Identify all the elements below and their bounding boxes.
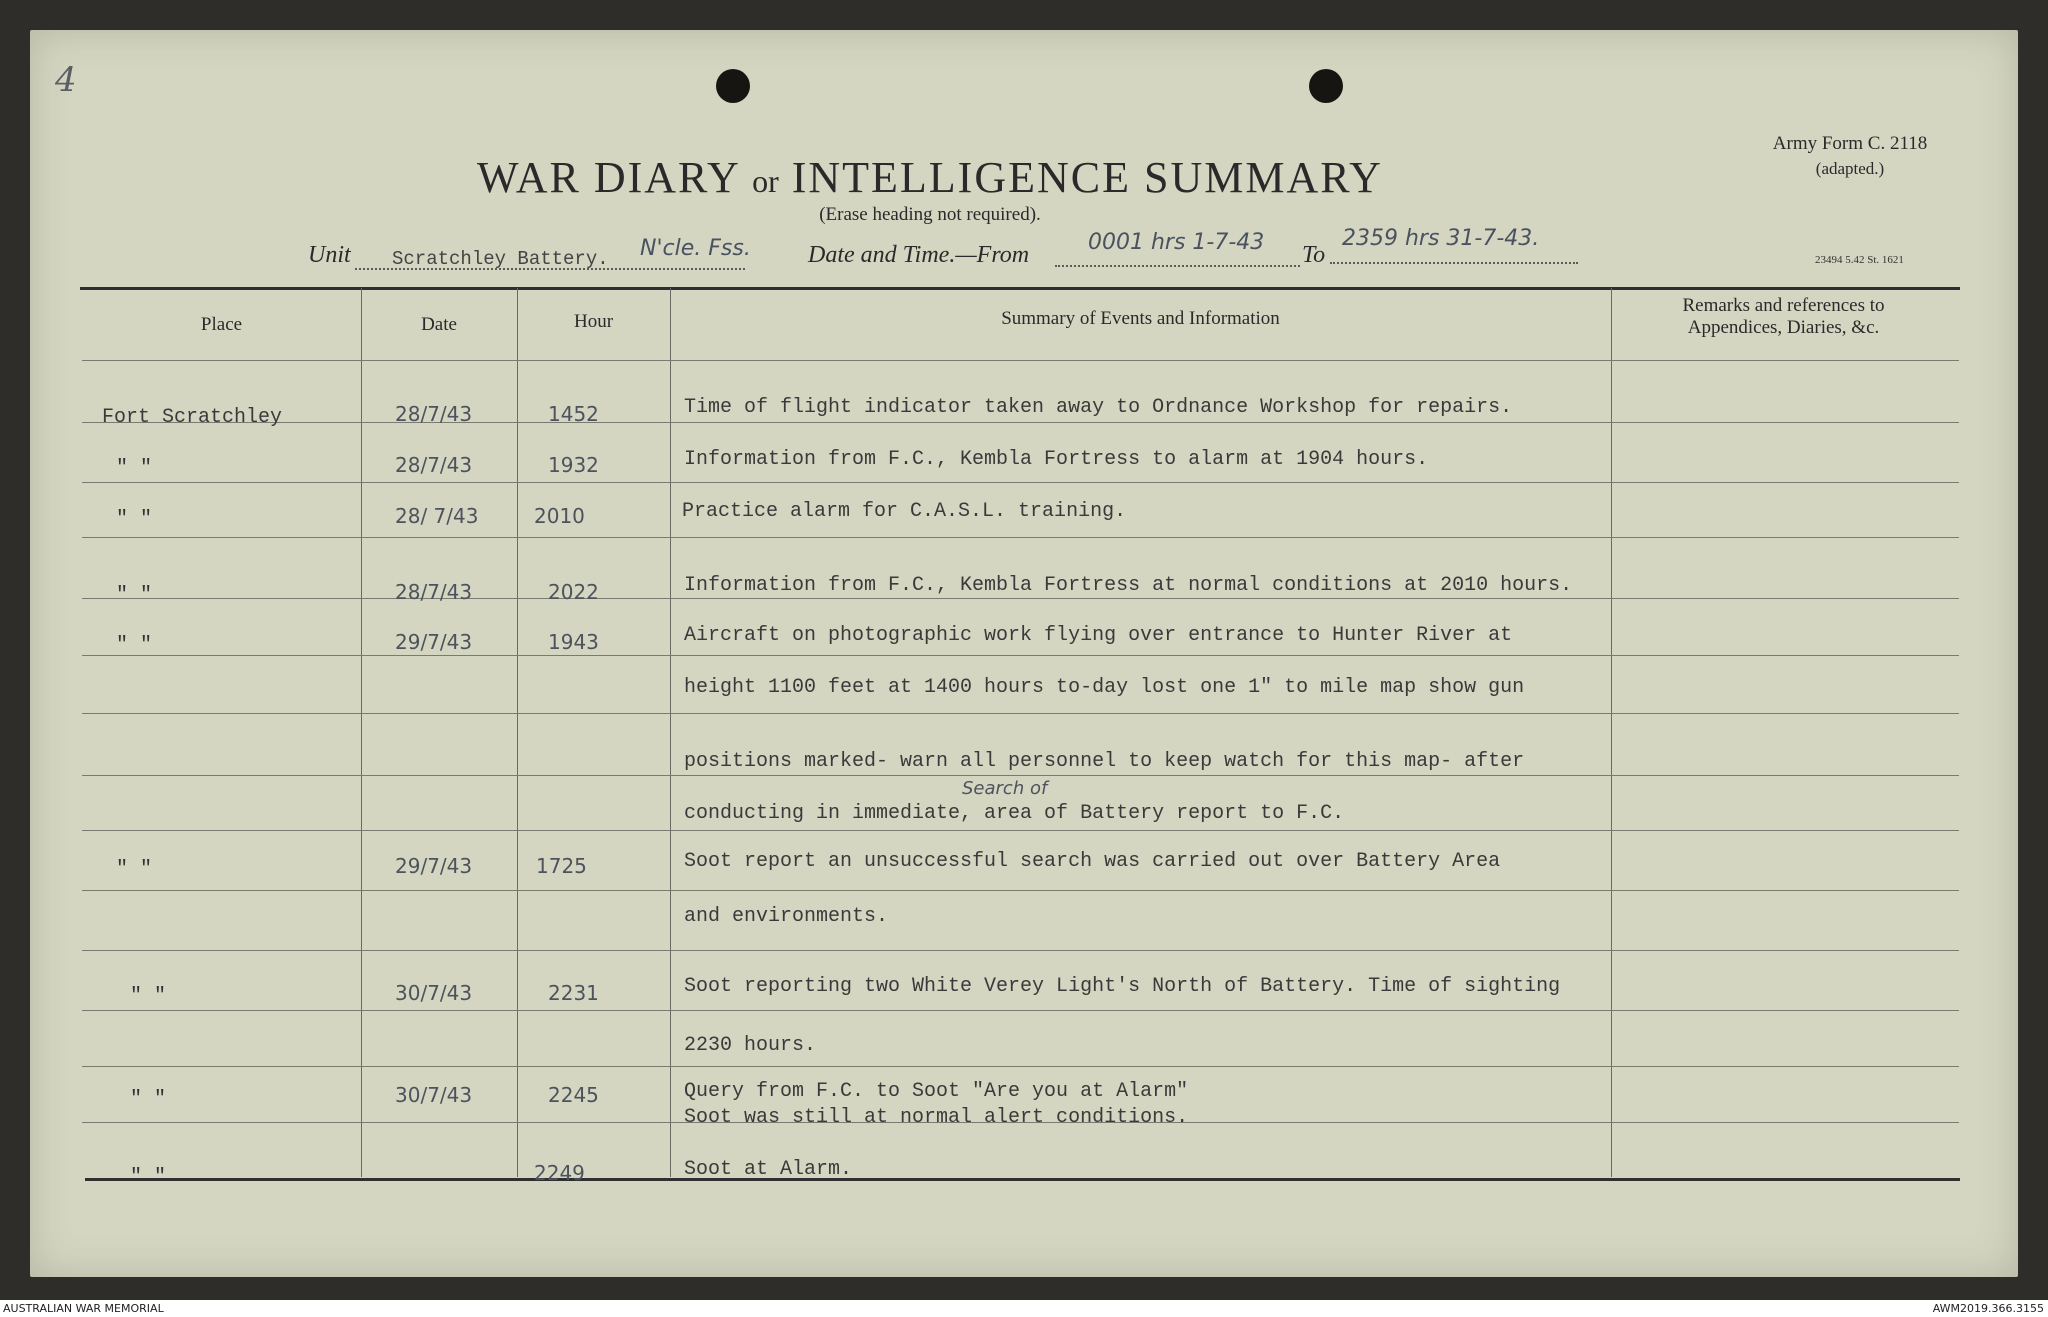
row-rule	[82, 713, 1959, 714]
summary-cell: height 1100 feet at 1400 hours to-day lost one 1" to mile map show gun	[684, 676, 1525, 699]
place-cell: Fort Scratchley	[102, 406, 283, 429]
table-bottom-rule	[85, 1178, 1960, 1181]
header-row-rule	[82, 360, 1959, 361]
ditto-mark: " "	[130, 985, 167, 1008]
army-form-adapted: (adapted.)	[1815, 159, 1885, 178]
hour-cell: 1932	[548, 453, 599, 477]
hour-cell: 2245	[548, 1083, 599, 1107]
column-header-hour: Hour	[573, 311, 614, 332]
summary-cell: Information from F.C., Kembla Fortress to alarm at 1904 hours.	[684, 448, 1429, 471]
date-cell: 28/7/43	[395, 453, 473, 477]
row-rule	[82, 775, 1959, 776]
summary-cell: Soot at Alarm.	[684, 1158, 853, 1181]
archive-footer	[0, 1300, 2048, 1317]
summary-cell: Soot report an unsuccessful search was carried out over Battery Area	[684, 850, 1501, 873]
column-header-place: Place	[200, 314, 243, 335]
summary-cell: positions marked- warn all personnel to keep watch for this map- after	[684, 750, 1525, 773]
hour-cell: 1452	[548, 402, 599, 426]
row-rule	[82, 950, 1959, 951]
summary-cell: Practice alarm for C.A.S.L. training.	[682, 500, 1127, 523]
to-value: 2359 hrs 31-7-43.	[1342, 226, 1540, 251]
hour-cell: 2231	[548, 981, 599, 1005]
date-cell: 29/7/43	[395, 630, 473, 654]
date-cell: 30/7/43	[395, 1083, 473, 1107]
footer-reference: AWM2019.366.3155	[1932, 1302, 2044, 1315]
from-value: 0001 hrs 1-7-43	[1088, 230, 1265, 255]
date-time-label: Date and Time.—From	[808, 242, 1030, 268]
army-form-number: Army Form C. 2118	[1772, 133, 1928, 154]
row-rule	[82, 598, 1959, 599]
page-title	[380, 152, 1480, 203]
army-form-label	[1740, 133, 1960, 179]
row-rule	[82, 1010, 1959, 1011]
title-intelligence-summary: INTELLIGENCE SUMMARY	[791, 153, 1383, 202]
hour-cell: 2022	[548, 580, 599, 604]
summary-cell: Soot reporting two White Verey Light's North of Battery. Time of sighting	[684, 975, 1561, 998]
summary-cell: and environments.	[684, 905, 889, 928]
to-dotted-line	[1330, 262, 1578, 264]
page-subtitle: (Erase heading not required).	[819, 204, 1041, 225]
ditto-mark: " "	[116, 457, 153, 480]
handwritten-insertion: Search of	[962, 778, 1048, 799]
summary-cell: Soot was still at normal alert conditions.	[684, 1106, 1189, 1129]
column-header-remarks	[1611, 295, 1956, 339]
from-dotted-line	[1055, 265, 1300, 267]
ditto-mark: " "	[130, 1088, 167, 1111]
remarks-header-line1: Remarks and references to	[1682, 295, 1885, 316]
punch-hole	[1309, 69, 1343, 103]
ditto-mark: " "	[116, 508, 153, 531]
hour-cell: 1725	[536, 854, 587, 878]
to-label: To	[1302, 242, 1326, 268]
date-cell: 30/7/43	[395, 981, 473, 1005]
form-print-code: 23494 5.42 St. 1621	[1815, 254, 1904, 266]
hour-cell: 2249	[534, 1161, 585, 1185]
ditto-mark: " "	[116, 858, 153, 881]
row-rule	[82, 482, 1959, 483]
footer-source: AUSTRALIAN WAR MEMORIAL	[3, 1302, 164, 1315]
title-war-diary: WAR DIARY	[477, 153, 740, 202]
hour-cell: 2010	[534, 504, 585, 528]
remarks-header-line2: Appendices, Diaries, &c.	[1687, 317, 1880, 338]
row-rule	[82, 537, 1959, 538]
hour-cell: 1943	[548, 630, 599, 654]
row-rule	[82, 830, 1959, 831]
date-cell: 28/ 7/43	[395, 504, 479, 528]
row-rule	[82, 655, 1959, 656]
summary-cell: Aircraft on photographic work flying over entrance to Hunter River at	[684, 624, 1513, 647]
summary-cell: conducting in immediate, area of Battery report to F.C.	[684, 802, 1345, 825]
date-cell: 29/7/43	[395, 854, 473, 878]
summary-cell: Information from F.C., Kembla Fortress at normal conditions at 2010 hours.	[684, 574, 1573, 597]
title-or: or	[752, 163, 779, 199]
unit-label: Unit	[308, 242, 351, 268]
row-rule	[82, 422, 1959, 423]
ditto-mark: " "	[116, 634, 153, 657]
date-cell: 28/7/43	[395, 402, 473, 426]
unit-value: Scratchley Battery.	[392, 248, 609, 270]
row-rule	[82, 1066, 1959, 1067]
unit-handwritten: N'cle. Fss.	[640, 236, 751, 261]
table-top-rule	[80, 287, 1960, 290]
date-cell: 28/7/43	[395, 580, 473, 604]
summary-cell: Time of flight indicator taken away to Ordnance Workshop for repairs.	[684, 396, 1513, 419]
column-header-summary: Summary of Events and Information	[1001, 308, 1280, 329]
ditto-mark: " "	[130, 1166, 167, 1189]
ditto-mark: " "	[116, 584, 153, 607]
punch-hole	[716, 69, 750, 103]
page-number: 4	[55, 60, 77, 100]
column-header-date: Date	[421, 314, 457, 335]
row-rule	[82, 890, 1959, 891]
summary-cell: 2230 hours.	[684, 1034, 817, 1057]
summary-cell: Query from F.C. to Soot "Are you at Alarm"	[684, 1080, 1189, 1103]
